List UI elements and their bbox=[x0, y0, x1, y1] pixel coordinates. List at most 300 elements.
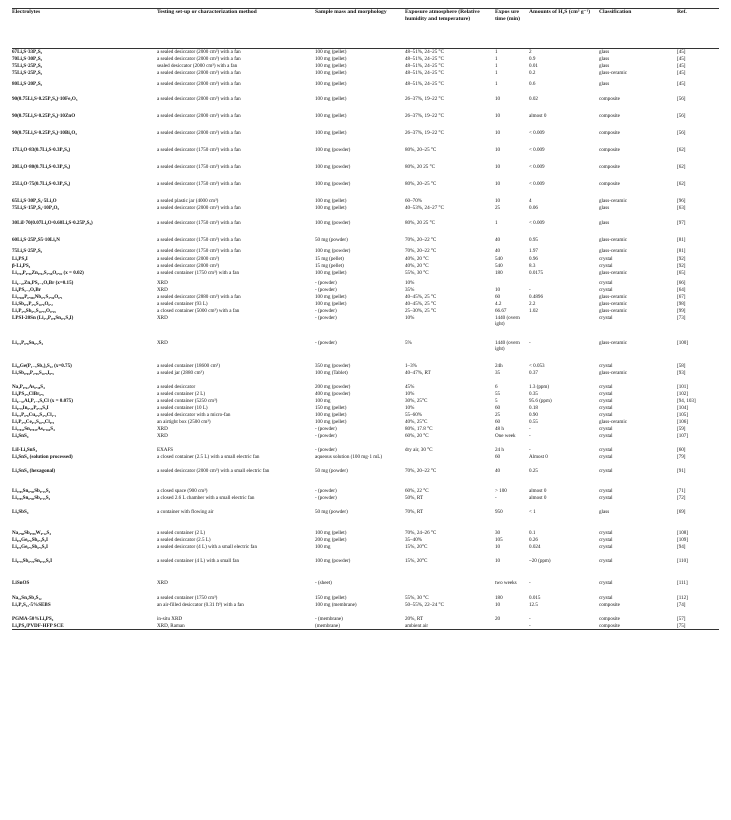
electrolyte-cell: LPSI-20Sn (Li₃.₂P₀.₈Sn₀.₂S₄I) bbox=[12, 314, 74, 321]
electrolyte-cell: 25Li₂O·75(0.7Li₂S·0.3P₂S₅) bbox=[12, 180, 71, 187]
time-cell: 10 bbox=[495, 557, 501, 564]
h2s-cell: Almost 0 bbox=[529, 453, 548, 460]
electrolyte-cell: 75Li₂S·15P₂S₅·10P₂O₅ bbox=[12, 204, 59, 211]
h2s-cell: 0.37 bbox=[529, 369, 538, 376]
atmosphere-cell: ambient air bbox=[405, 623, 495, 630]
sample-cell: 400 mg (powder) bbox=[315, 390, 351, 397]
atmosphere-cell: 48–51%, 24–25 °C bbox=[405, 69, 444, 76]
electrolyte-cell: Na₁₁Sn₂Sb₂S₁₂ bbox=[12, 594, 42, 601]
h2s-cell: 0.024 bbox=[529, 543, 541, 550]
method-cell: XRD bbox=[157, 279, 168, 286]
time-cell: 105 bbox=[495, 536, 503, 543]
table-row bbox=[12, 56, 719, 63]
atmosphere-cell: 1–3% bbox=[405, 362, 417, 369]
sample-cell: (membrane) bbox=[315, 623, 405, 630]
classification-cell: crystal bbox=[599, 529, 613, 536]
method-cell: a sealed container (1750 cm³) bbox=[157, 594, 218, 601]
time-cell: 6 bbox=[495, 383, 498, 390]
classification-cell: glass bbox=[599, 219, 610, 226]
classification-cell: glass bbox=[599, 508, 610, 515]
h2s-cell: almost 0 bbox=[529, 112, 547, 119]
table-row bbox=[12, 537, 719, 544]
atmosphere-cell: 48–51%, 24–25 °C bbox=[405, 62, 444, 69]
time-cell: 180 bbox=[495, 594, 503, 601]
time-cell: 950 bbox=[495, 508, 503, 515]
sample-cell: 100 mg (powder) bbox=[315, 557, 351, 564]
h2s-cell: 8.3 bbox=[529, 262, 536, 269]
atmosphere-cell: 55%, 30 °C bbox=[405, 594, 429, 601]
time-cell: 10 bbox=[495, 543, 501, 550]
method-cell: a sealed desiccator (2880 cm³) with a fan bbox=[157, 293, 241, 300]
method-cell: a sealed container (2 L) bbox=[157, 529, 206, 536]
ref-cell: [45] bbox=[677, 55, 686, 62]
method-cell: a sealed container (4 L) with a small fan bbox=[157, 557, 240, 564]
table-row bbox=[12, 147, 719, 164]
electrolyte-cell: β-Li₃PS₄ bbox=[12, 262, 31, 269]
time-cell: 60 bbox=[495, 404, 501, 411]
classification-cell: crystal bbox=[599, 255, 613, 262]
atmosphere-cell: 60%, 22 °C bbox=[405, 487, 429, 494]
classification-cell: crystal bbox=[599, 543, 613, 550]
sample-cell: 100 mg (pellet) bbox=[315, 55, 347, 62]
ref-cell: [66] bbox=[677, 279, 686, 286]
electrolyte-cell: Li₃SbS₄ bbox=[12, 508, 29, 515]
electrolyte-cell: 17Li₂O·83(0.7Li₂S·0.3P₂S₅) bbox=[12, 146, 71, 153]
table-row bbox=[12, 530, 719, 537]
ref-cell: [73] bbox=[677, 314, 686, 321]
time-cell: 10 bbox=[495, 286, 501, 293]
table-row bbox=[12, 301, 719, 308]
electrolyte-cell: Li₁₀Ge(P₁₋ₓSbₓ)₂S₁₂ (x=0.75) bbox=[12, 362, 72, 369]
sample-cell: 50 mg (powder) bbox=[315, 467, 348, 474]
ref-cell: [62] bbox=[677, 180, 686, 187]
atmosphere-cell: 15%, 20°C bbox=[405, 557, 428, 564]
method-cell: a sealed desiccator (2000 cm³) with a fan bbox=[157, 129, 241, 136]
table-row bbox=[12, 398, 719, 405]
sample-cell: - (powder) bbox=[315, 432, 337, 439]
classification-cell: glass-ceramic bbox=[599, 418, 628, 425]
electrolyte-cell: LiI-Li₄SnS₄ bbox=[12, 446, 37, 453]
time-cell: - bbox=[495, 494, 497, 501]
electrolyte-cell: 30LiI·70(0.07Li₂O·0.68Li₂S·0.25P₂S₅) bbox=[12, 219, 93, 226]
method-cell: a sealed container (5250 cm³) bbox=[157, 397, 218, 404]
electrolyte-cell: 20Li₂O·80(0.7Li₂S·0.3P₂S₅) bbox=[12, 163, 71, 170]
method-cell: a sealed desiccator (1750 cm³) with a fan bbox=[157, 146, 241, 153]
classification-cell: crystal bbox=[599, 286, 613, 293]
header-exposure-time: Expos ure time (min) bbox=[495, 9, 529, 49]
time-cell: 1 bbox=[495, 219, 498, 226]
sample-cell: 15 mg (pellet) bbox=[315, 255, 344, 262]
sample-cell: 100 mg (pellet) bbox=[315, 204, 347, 211]
sample-cell: 100 mg (powder) bbox=[315, 219, 351, 226]
h2s-cell: < 0.053 bbox=[529, 362, 545, 369]
h2s-cell: 0.95 bbox=[529, 236, 538, 243]
classification-cell: glass-ceramic bbox=[599, 307, 628, 314]
atmosphere-cell bbox=[405, 580, 495, 595]
time-cell: 24 h bbox=[495, 446, 504, 453]
time-cell: 10 bbox=[495, 95, 501, 102]
table-row bbox=[12, 616, 719, 623]
time-cell: 1 bbox=[495, 80, 498, 87]
table-row bbox=[12, 113, 719, 130]
method-cell: XRD bbox=[157, 579, 168, 586]
electrolyte-cell: PGMA-50%Li₃PS₄ bbox=[12, 615, 54, 622]
classification-cell: crystal bbox=[599, 362, 613, 369]
atmosphere-cell: 40–53%, 24–27 °C bbox=[405, 204, 444, 211]
atmosphere-cell: 60–70% bbox=[405, 197, 422, 204]
classification-cell: crystal bbox=[599, 397, 613, 404]
table-row bbox=[12, 248, 719, 256]
ref-cell: [65] bbox=[677, 269, 686, 276]
method-cell: a sealed desiccator (1750 cm³) with a fan bbox=[157, 247, 241, 254]
header-testing-method: Testing set-up or characterization method bbox=[157, 9, 315, 49]
electrolyte-cell: 90(0.75Li₂S·0.25P₂S₅)·10ZnO bbox=[12, 112, 76, 119]
method-cell: a sealed container (2 L) bbox=[157, 390, 206, 397]
electrolyte-cell: Li₇Sb₀.₀₅P₂.₉₅S₁₀.₅I₀.₅ bbox=[12, 369, 54, 376]
electrolyte-cell: Li₄SnS₄ bbox=[12, 432, 29, 439]
h2s-cell: < 0.009 bbox=[529, 163, 545, 170]
time-cell: 24h bbox=[495, 362, 503, 369]
sample-cell: 100 mg (membrane) bbox=[315, 601, 357, 608]
electrolyte-cell: 65Li₂S·30P₂S₅·5Li₂O bbox=[12, 197, 57, 204]
atmosphere-cell: 40–47%, RT bbox=[405, 369, 431, 376]
ref-cell: [110] bbox=[677, 557, 688, 564]
classification-cell: glass bbox=[599, 49, 610, 55]
sample-cell: 100 mg (Tablet) bbox=[315, 369, 348, 376]
sample-cell: 150 mg (pellet) bbox=[315, 594, 347, 601]
method-cell: a sealed desiccator (2000 cm³) with a fan bbox=[157, 69, 241, 76]
sample-cell: 50 mg (powder) bbox=[315, 236, 348, 243]
classification-cell: crystal bbox=[599, 467, 613, 474]
classification-cell: crystal bbox=[599, 487, 613, 494]
atmosphere-cell: 5% bbox=[405, 339, 412, 346]
h2s-cell: 0.01 bbox=[529, 62, 538, 69]
table-row bbox=[12, 70, 719, 81]
electrolyte-cell: Li₇P₂.₉Ce₀.₂S₁₀.₉Cl₀.₃ bbox=[12, 418, 55, 425]
table-row bbox=[12, 49, 719, 56]
electrolyte-cell: Li₆PS₄.₅ClBr₀.₅ bbox=[12, 390, 44, 397]
electrolyte-cell: Li₃.₈₅Sn₀.₈₅Sb₀.₁₅S₄ bbox=[12, 494, 51, 501]
time-cell: 10 bbox=[495, 180, 501, 187]
table-row bbox=[12, 509, 719, 530]
method-cell: a sealed desiccator (4 L) with a small electric fan bbox=[157, 543, 257, 550]
classification-cell: glass-ceramic bbox=[599, 293, 628, 300]
ref-cell: [93] bbox=[677, 369, 686, 376]
table-row bbox=[12, 270, 719, 280]
table-row bbox=[12, 81, 719, 96]
table-row bbox=[12, 454, 719, 468]
h2s-cell: 4 bbox=[529, 197, 532, 204]
time-cell: 55 bbox=[495, 390, 501, 397]
time-cell: 66.67 bbox=[495, 307, 507, 314]
sample-cell: - (powder) bbox=[315, 286, 337, 293]
time-cell: 1440 (overn ight) bbox=[495, 314, 520, 327]
atmosphere-cell: 70%, RT bbox=[405, 508, 424, 515]
sample-cell: aqueous solution (100 mg·1 mL) bbox=[315, 453, 383, 460]
ref-cell: [45] bbox=[677, 80, 686, 87]
ref-cell: [62] bbox=[677, 163, 686, 170]
sample-cell: 100 mg (powder) bbox=[315, 180, 351, 187]
time-cell: 540 bbox=[495, 255, 503, 262]
method-cell: a closed container (5000 cm³) with a fan bbox=[157, 307, 240, 314]
atmosphere-cell: 80%, 20 25 °C bbox=[405, 163, 436, 170]
electrolyte-cell: Li₃PS₄I bbox=[12, 255, 28, 262]
ref-cell: [59] bbox=[677, 425, 686, 432]
method-cell: a sealed desiccator (2000 cm³) with a fan bbox=[157, 49, 241, 55]
ref-cell: [74] bbox=[677, 601, 686, 608]
sample-cell: 100 mg (pellet) bbox=[315, 80, 347, 87]
electrolyte-cell: Li₆PS₅₋ₓOₓBr bbox=[12, 286, 42, 293]
classification-cell: crystal bbox=[599, 262, 613, 269]
sample-cell: 100 mg (pellet) bbox=[315, 129, 347, 136]
header-electrolytes: Electrolytes bbox=[12, 9, 157, 49]
method-cell: a container with flowing air bbox=[157, 508, 214, 515]
sample-cell: 100 mg (powder) bbox=[315, 146, 351, 153]
table-row bbox=[12, 370, 719, 384]
table-row bbox=[12, 580, 719, 595]
h2s-cell: 1.3 (ppm) bbox=[529, 383, 550, 390]
electrolyte-cell: 67Li₂S·33P₂S₅ bbox=[12, 49, 43, 55]
table-row bbox=[12, 198, 719, 205]
table-row bbox=[12, 468, 719, 488]
ref-cell: [97] bbox=[677, 219, 686, 226]
table-row bbox=[12, 544, 719, 558]
atmosphere-cell: 70%, 24–26 °C bbox=[405, 529, 437, 536]
sample-cell: - (powder) bbox=[315, 446, 337, 453]
table-row bbox=[12, 294, 719, 301]
h2s-cell: 0.015 bbox=[529, 594, 541, 601]
time-cell: 25 bbox=[495, 204, 501, 211]
classification-cell: glass-ceramic bbox=[599, 269, 628, 276]
time-cell: 10 bbox=[495, 601, 501, 608]
time-cell: 30 bbox=[495, 529, 501, 536]
classification-cell: crystal bbox=[599, 314, 613, 321]
method-cell: XRD, Raman bbox=[157, 623, 315, 630]
h2s-cell: 0.0175 bbox=[529, 269, 544, 276]
method-cell: EXAFS bbox=[157, 446, 174, 453]
table-body bbox=[12, 49, 719, 630]
method-cell: a sealed desiccator (1750 cm³) with a fan bbox=[157, 180, 241, 187]
ref-cell: [64] bbox=[677, 286, 686, 293]
h2s-cell: almost 0 bbox=[529, 494, 547, 501]
classification-cell: glass-ceramic bbox=[599, 300, 628, 307]
atmosphere-cell: 40–45%, 25 °C bbox=[405, 300, 437, 307]
classification-cell: crystal bbox=[599, 411, 613, 418]
method-cell: XRD bbox=[157, 286, 168, 293]
method-cell: a sealed desiccator (2000 cm³) with a small electric fan bbox=[157, 467, 270, 474]
h2s-cell: 0.06 bbox=[529, 204, 538, 211]
table-row bbox=[12, 280, 719, 287]
electrolyte-cell: 70Li₂S·30P₂S₅ bbox=[12, 55, 43, 62]
table-row bbox=[12, 130, 719, 147]
time-cell: 1 bbox=[495, 69, 498, 76]
classification-cell: glass-ceramic bbox=[599, 369, 628, 376]
electrolyte-cell: Na₃P₀.₆₂As₀.₃₈S₄ bbox=[12, 383, 45, 390]
h2s-cell: 0.2 bbox=[529, 69, 536, 76]
atmosphere-cell: 80%, 20–25 °C bbox=[405, 180, 437, 187]
time-cell: One week bbox=[495, 432, 516, 439]
electrolyte-cell: Li₃.₈₃₃Sn₀.₈₃₃As₀.₁₆₆S₄ bbox=[12, 425, 55, 432]
table-row bbox=[12, 595, 719, 602]
time-cell: > 100 bbox=[495, 487, 507, 494]
atmosphere-cell: 48–51%, 24–25 °C bbox=[405, 80, 444, 87]
atmosphere-cell: 70%, 20–22 °C bbox=[405, 467, 437, 474]
method-cell: a sealed container (93 L) bbox=[157, 300, 208, 307]
classification-cell: composite bbox=[599, 615, 620, 622]
h2s-cell: 1.02 bbox=[529, 307, 538, 314]
time-cell: 25 bbox=[495, 411, 501, 418]
electrolyte-cell: Li₇Sb₀.₄P₂.₆S₁₀.₉O₀.₂ bbox=[12, 300, 53, 307]
h2s-cell: < 0.009 bbox=[529, 180, 545, 187]
method-cell: sealed desiccator (2000 cm³) with a fan bbox=[157, 62, 238, 69]
method-cell: a sealed container (1750 cm³) with a fan bbox=[157, 269, 240, 276]
sample-cell: - (powder) bbox=[315, 279, 337, 286]
h2s-cell: 0.4896 bbox=[529, 293, 544, 300]
sample-cell: - (powder) bbox=[315, 314, 337, 321]
method-cell: a sealed desiccator (2000 cm³) bbox=[157, 262, 220, 269]
electrolyte-cell: Li₃.₈₅Sn₀.₈₅Sb₀.₁₅S₄ bbox=[12, 487, 51, 494]
header-classification: Classification bbox=[599, 9, 677, 49]
atmosphere-cell: 26–37%, 19–22 °C bbox=[405, 129, 444, 136]
classification-cell: glass-ceramic bbox=[599, 339, 628, 346]
ref-cell: [45] bbox=[677, 69, 686, 76]
h2s-cell bbox=[529, 315, 599, 340]
sample-cell: 100 mg (powder) bbox=[315, 163, 351, 170]
method-cell: a sealed desiccator (2000 cm³) with a fan bbox=[157, 95, 241, 102]
atmosphere-cell: 10% bbox=[405, 314, 415, 321]
method-cell: a closed space (900 cm³) bbox=[157, 487, 208, 494]
ref-cell: [60] bbox=[677, 446, 686, 453]
h2s-cell: 95.6 (ppm) bbox=[529, 397, 552, 404]
electrolyte-cell: 75Li₂S·25P₂S₅ bbox=[12, 62, 43, 69]
method-cell: a sealed desiccator (2000 cm³) with a fan bbox=[157, 112, 241, 119]
method-cell: a sealed container (18600 cm³) bbox=[157, 362, 220, 369]
header-exposure-atmosphere: Exposure atmosphere (Relative humidity and temperature) bbox=[405, 9, 495, 49]
atmosphere-cell: dry air, 30 °C bbox=[405, 446, 433, 453]
table-row bbox=[12, 181, 719, 198]
header-h2s-amount: Amounts of H₂S (cm³ g⁻¹) bbox=[529, 9, 599, 49]
method-cell: an airtight box (2500 cm³) bbox=[157, 418, 211, 425]
h2s-cell: 2.2 bbox=[529, 300, 536, 307]
electrolyte-cell: 75Li₂S·25P₂S₅ bbox=[12, 69, 43, 76]
ref-cell: [98] bbox=[677, 300, 686, 307]
h2s-cell: 1.97 bbox=[529, 247, 538, 254]
table-row bbox=[12, 205, 719, 220]
h2s-cell: < 0.009 bbox=[529, 129, 545, 136]
table-row bbox=[12, 447, 719, 454]
h2s-cell: - bbox=[529, 339, 531, 346]
electrolyte-cell: Li₆.₅Ge₀.₅Sb₀.₅S₅I bbox=[12, 543, 49, 550]
h2s-cell: 0.26 bbox=[529, 536, 538, 543]
ref-cell: [109] bbox=[677, 536, 689, 543]
time-cell: 1 bbox=[495, 62, 498, 69]
atmosphere-cell: 30%, 25°C bbox=[405, 397, 428, 404]
time-cell: 40 bbox=[495, 467, 501, 474]
electrolyte-cell: Li₆.₇₅Sb₀.₇₅Sn₀.₂₅S₅I bbox=[12, 557, 53, 564]
table-row bbox=[12, 558, 719, 580]
h2s-cell: almost 0 bbox=[529, 487, 547, 494]
time-cell: 4.2 bbox=[495, 300, 502, 307]
time-cell: 5 bbox=[495, 397, 498, 404]
electrolyte-cell: Na₂.₈₈Sb₀.₈₈W₀.₁₂S₄ bbox=[12, 529, 51, 536]
time-cell: 10 bbox=[495, 197, 501, 204]
time-cell: 35 bbox=[495, 369, 501, 376]
atmosphere-cell: 40%, 25°C bbox=[405, 418, 428, 425]
ref-cell: [101] bbox=[677, 383, 689, 390]
table-row bbox=[12, 363, 719, 370]
atmosphere-cell: 50–55%, 22–24 °C bbox=[405, 601, 444, 608]
table-row bbox=[12, 287, 719, 294]
electrolyte-cell: Li₃.₀₄P₀.₉₆Zn₀.₀₂S₃.₉₈O₀.₀₂ (x = 0.02) bbox=[12, 269, 84, 276]
sample-cell: 100 mg (pellet) bbox=[315, 411, 347, 418]
method-cell: XRD bbox=[157, 432, 168, 439]
classification-cell: crystal bbox=[599, 453, 613, 460]
classification-cell: crystal bbox=[599, 425, 613, 432]
classification-cell: glass-ceramic bbox=[599, 247, 628, 254]
sample-cell: 200 mg (pellet) bbox=[315, 536, 347, 543]
h2s-cell: - bbox=[529, 623, 599, 630]
electrolyte-cell: 75Li₂S·25P₂S₅ bbox=[12, 247, 43, 254]
table-row bbox=[12, 426, 719, 433]
table-row bbox=[12, 256, 719, 263]
classification-cell: composite bbox=[599, 163, 620, 170]
table-row bbox=[12, 623, 719, 630]
electrolyte-cell: 60Li₂S·25P₂S5·10Li₃N bbox=[12, 236, 60, 243]
sample-cell: 100 mg (pellet) bbox=[315, 69, 347, 76]
time-cell: 10 bbox=[495, 163, 501, 170]
ref-cell: [45] bbox=[677, 49, 686, 55]
method-cell: a sealed desiccator (1750 cm³) with a fan bbox=[157, 236, 241, 243]
time-cell: 10 bbox=[495, 146, 501, 153]
atmosphere-cell: 80%, 20–25 °C bbox=[405, 146, 437, 153]
time-cell: 48 h bbox=[495, 425, 504, 432]
atmosphere-cell: 35% bbox=[405, 286, 415, 293]
atmosphere-cell: 70%, 20–22 °C bbox=[405, 236, 437, 243]
table-row bbox=[12, 237, 719, 248]
atmosphere-cell bbox=[405, 454, 495, 468]
classification-cell: crystal bbox=[599, 579, 613, 586]
time-cell: 60 bbox=[495, 453, 501, 460]
method-cell: a closed 2.6 L chamber with a small electric fan bbox=[157, 494, 255, 501]
atmosphere-cell: 55%, 30 °C bbox=[405, 269, 429, 276]
sample-cell: - (powder) bbox=[315, 494, 337, 501]
sample-cell: 100 mg (pellet) bbox=[315, 49, 347, 55]
method-cell: a sealed desiccator (2000 cm³) bbox=[157, 255, 220, 262]
table-row bbox=[12, 405, 719, 412]
sample-cell: 100 mg (pellet) bbox=[315, 418, 347, 425]
table-row bbox=[12, 488, 719, 495]
ref-cell: [108] bbox=[677, 529, 689, 536]
method-cell: a sealed jar (2880 cm³) bbox=[157, 369, 204, 376]
atmosphere-cell: 40%, 20 °C bbox=[405, 262, 429, 269]
classification-cell: glass bbox=[599, 62, 610, 69]
classification-cell: crystal bbox=[599, 432, 613, 439]
method-cell: a sealed desiccator (1750 cm³) with a fan bbox=[157, 219, 241, 226]
classification-cell: composite bbox=[599, 95, 620, 102]
table-row bbox=[12, 419, 719, 426]
ref-cell: [75] bbox=[677, 623, 719, 630]
time-cell bbox=[495, 280, 529, 287]
sample-cell: - (powder) bbox=[315, 425, 337, 432]
h2s-cell: < 0.009 bbox=[529, 219, 545, 226]
table-row bbox=[12, 495, 719, 509]
classification-cell: composite bbox=[599, 601, 620, 608]
method-cell: a sealed desiccator (2000 cm³) with a fan bbox=[157, 80, 241, 87]
method-cell: a sealed desiccator (2000 cm³) with a fan bbox=[157, 55, 241, 62]
sample-cell: 50 mg (powder) bbox=[315, 508, 348, 515]
ref-cell: [92] bbox=[677, 262, 686, 269]
atmosphere-cell: 25–30%, 25 °C bbox=[405, 307, 437, 314]
